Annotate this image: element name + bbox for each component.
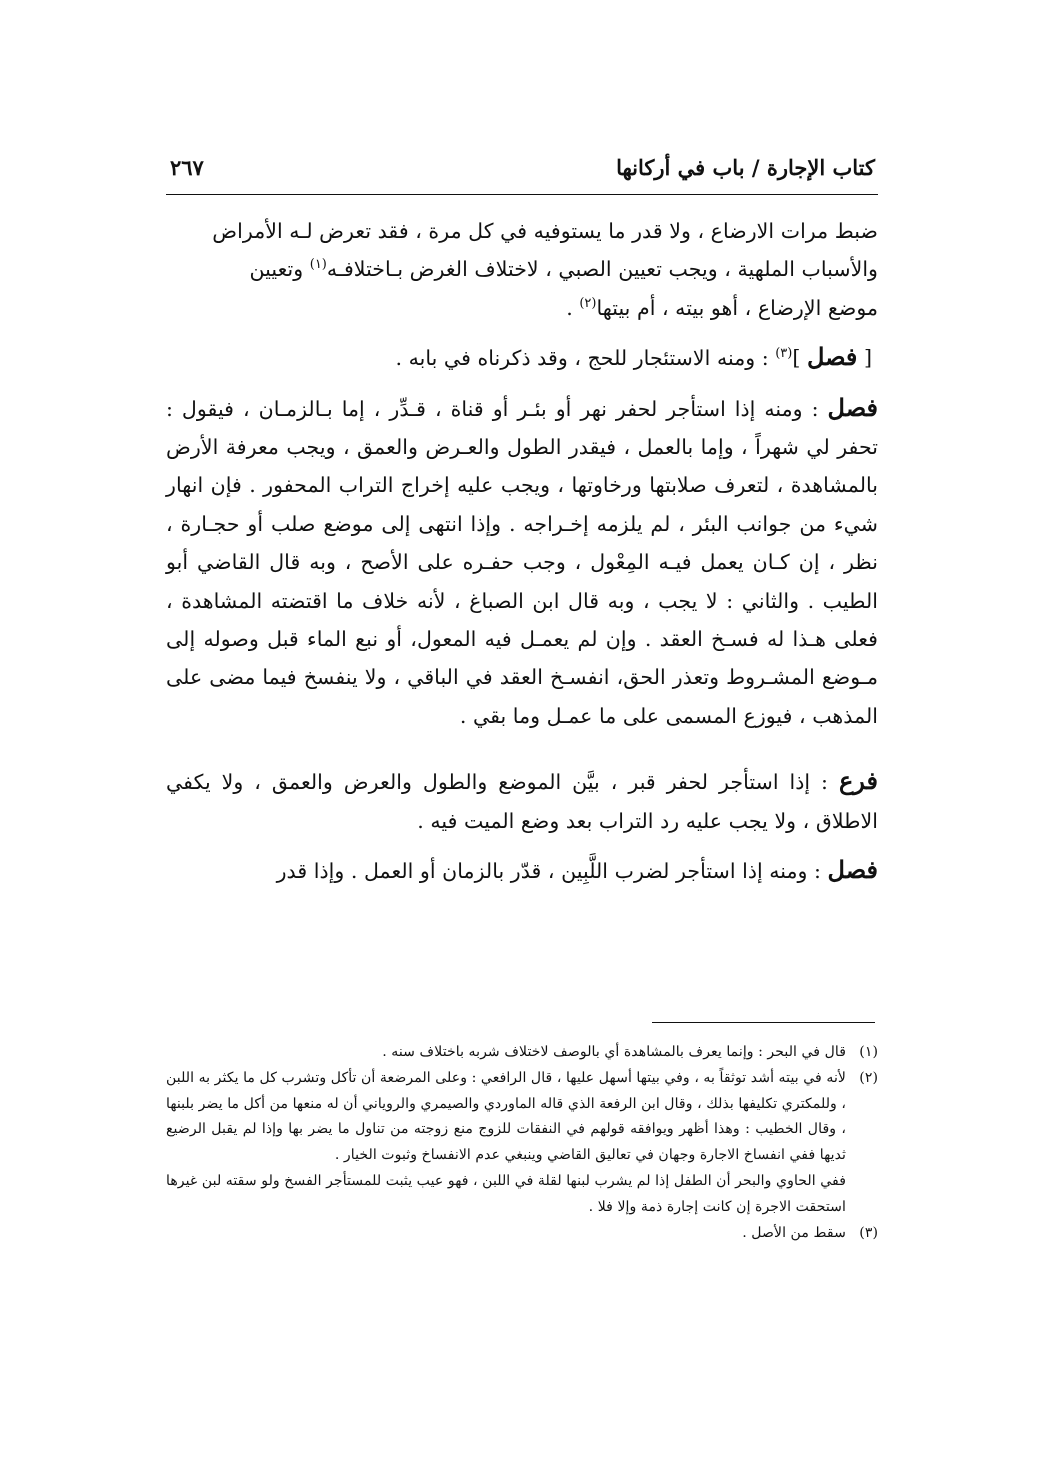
header-rule	[166, 194, 878, 195]
p2-close-bracket: ]	[792, 346, 807, 371]
p1-line3a: موضع الإرضاع ، أهو بيته ، أم بيتها	[596, 295, 878, 320]
paragraph-3	[166, 389, 878, 736]
p5-text: : ومنه إذا استأجر لضرب اللَّبِين ، قدّر بالزمان أو العمل . وإذا قدر	[276, 859, 828, 884]
p4-text: : إذا استأجر لحفر قبر ، بيَّن الموضع والطول والعرض والعمق ، ولا يكفي الاطلاق ، ولا يجب عليه رد التراب بعد وضع الميت فيه .	[166, 770, 878, 833]
footnote-2-text: لأنه في بيته أشد توثقاً به ، وفي بيتها أسهل عليها ، قال الرافعي : وعلى المرضعة أن تأكل وتشرب كل ما يكثر به اللبن ، وللمكتري تكليفها بذلك ، وقال ابن الرفعة الذي قاله الماوردي والصيمري والروياني أن له منعها من أكل ما يضر بلبنها ، وقال الخطيب : وهذا أظهر ويوافقه قولهم في النفقات للزوج منع زوجته من تناول ما يضر بها وإذا لم يقبل الرضيع ثديها ففي انفساخ الاجارة وجهان في تعاليق القاضي وينبغي عدم الانفساخ وثبوت الخيار .	[166, 1069, 846, 1164]
p1-line3b: .	[566, 295, 580, 320]
section-heading-fasl-2: فصل	[827, 392, 878, 422]
paragraph-4	[166, 762, 878, 840]
paragraph-1	[166, 212, 878, 327]
section-heading-far: فرع	[838, 766, 878, 796]
paragraph-2	[166, 338, 878, 377]
footnote-1-number: (١)	[859, 1044, 878, 1060]
footnote-3	[166, 1221, 878, 1247]
footnote-2	[166, 1066, 878, 1169]
p1-line2b: وتعيين	[249, 257, 310, 282]
footnote-1	[166, 1040, 878, 1066]
footnote-2-continuation	[166, 1169, 878, 1221]
p3-text: : ومنه إذا استأجر لحفر نهر أو بئـر أو قناة ، قـدِّر ، إما بـالزمـان ، فيقول : تحفر لي شهراً ، وإما بالعمل ، فيقدر الطول والعـرض والعمق ، ويجب معرفة الأرض بالمشاهدة ، لتعرف صلابتها ورخاوتها ، ويجب عليه إخراج التراب المحفور . فإن انهار شيء من جوانب البئر ، لم يلزمه إخـراجه . وإذا انتهى إلى موضع صلب أو حجـارة ، نظر ، إن كـان يعمل فيـه المِعْول ، وجب حفـره على الأصح ، وبه قال القاضي أبو الطيب . والثاني : لا يجب ، وبه قال ابن الصباغ ، لأنه خلاف ما اقتضته المشاهدة ، فعلى هـذا له فسـخ العقد . وإن لم يعمـل فيه المعول، أو نبع الماء قبل وصوله إلى مـوضع المشـروط وتعذر الحق، انفسـخ العقد في الباقي ، ولا ينفسخ فيما مضى على المذهب ، فيوزع المسمى على ما عمـل وما بقي .	[166, 396, 878, 728]
footnote-ref-2[interactable]: (٢)	[579, 295, 597, 311]
p2-text: : ومنه الاستئجار للحج ، وقد ذكرناه في بابه .	[395, 346, 776, 371]
footnote-rule	[652, 1022, 875, 1023]
p2-open-bracket: [	[857, 346, 872, 371]
footnote-1-text: قال في البحر : وإنما يعرف بالمشاهدة أي بالوصف لاختلاف شربه باختلاف سنه .	[382, 1044, 846, 1060]
footnotes	[166, 1040, 878, 1246]
page-number: ٢٦٧	[170, 154, 204, 180]
footnote-2-number: (٢)	[859, 1069, 878, 1086]
footnote-2-continuation-text: ففي الحاوي والبحر أن الطفل إذا لم يشرب لبنها لقلة في اللبن ، فهو عيب يثبت للمستأجر الفسخ ولو سقته لبن غيرها استحقت الاجرة إن كانت إجارة ذمة وإلا فلا .	[166, 1172, 846, 1215]
header-title: كتاب الإجارة / باب في أركانها	[616, 154, 875, 180]
p1-line2a: والأسباب الملهية ، ويجب تعيين الصبي ، لاختلاف الغرض بـاختلافـه	[326, 257, 878, 282]
running-header	[170, 150, 875, 184]
section-heading-fasl-1: فصل	[806, 342, 858, 372]
section-heading-fasl-3: فصل	[827, 855, 878, 885]
paragraph-5	[166, 851, 878, 890]
footnote-ref-1[interactable]: (١)	[309, 257, 327, 273]
footnote-3-number: (٣)	[859, 1224, 878, 1241]
p1-line1: ضبط مرات الارضاع ، ولا قدر ما يستوفيه في كل مرة ، فقد تعرض لـه الأمراض	[212, 219, 878, 243]
footnote-ref-3[interactable]: (٣)	[775, 346, 793, 362]
main-text	[166, 212, 878, 891]
footnote-3-text: سقط من الأصل .	[742, 1224, 846, 1241]
